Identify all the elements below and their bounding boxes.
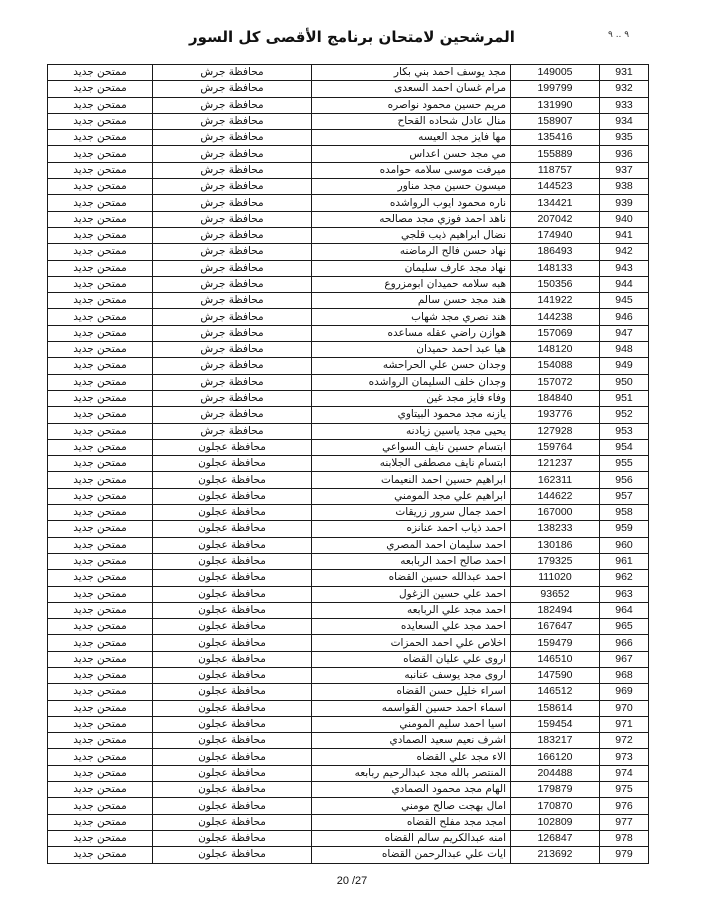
candidate-id-cell: 134421 — [511, 195, 600, 211]
status-cell: ممتحن جديد — [48, 423, 153, 439]
candidate-id-cell: 159764 — [511, 439, 600, 455]
status-cell: ممتحن جديد — [48, 342, 153, 358]
table-row — [48, 358, 649, 374]
row-number-cell: 961 — [600, 553, 649, 569]
status-cell: ممتحن جديد — [48, 619, 153, 635]
status-cell: ممتحن جديد — [48, 65, 153, 81]
row-number-cell: 933 — [600, 97, 649, 113]
status-cell: ممتحن جديد — [48, 667, 153, 683]
candidate-name-cell: ناهد احمد فوزي مجد مصالحه — [312, 211, 511, 227]
governorate-cell: محافظة عجلون — [153, 684, 312, 700]
table-row — [48, 814, 649, 830]
status-cell: ممتحن جديد — [48, 358, 153, 374]
status-cell: ممتحن جديد — [48, 847, 153, 863]
governorate-cell: محافظة عجلون — [153, 439, 312, 455]
row-number-cell: 976 — [600, 798, 649, 814]
governorate-cell: محافظة عجلون — [153, 716, 312, 732]
row-number-cell: 973 — [600, 749, 649, 765]
status-cell: ممتحن جديد — [48, 830, 153, 846]
row-number-cell: 947 — [600, 325, 649, 341]
governorate-cell: محافظة عجلون — [153, 749, 312, 765]
row-number-cell: 954 — [600, 439, 649, 455]
candidate-name-cell: مرام غسان احمد السعدى — [312, 81, 511, 97]
status-cell: ممتحن جديد — [48, 130, 153, 146]
table-row — [48, 244, 649, 260]
candidate-id-cell: 150356 — [511, 276, 600, 292]
table-row — [48, 537, 649, 553]
candidate-name-cell: احمد سليمان احمد المصري — [312, 537, 511, 553]
table-row — [48, 521, 649, 537]
candidate-name-cell: اسيا احمد سليم المومني — [312, 716, 511, 732]
candidate-name-cell: الاء مجد علي القضاه — [312, 749, 511, 765]
row-number-cell: 975 — [600, 782, 649, 798]
status-cell: ممتحن جديد — [48, 570, 153, 586]
corner-mark: ۹ .. ۹ — [608, 30, 630, 40]
status-cell: ممتحن جديد — [48, 195, 153, 211]
status-cell: ممتحن جديد — [48, 407, 153, 423]
row-number-cell: 967 — [600, 651, 649, 667]
governorate-cell: محافظة جرش — [153, 390, 312, 406]
candidate-id-cell: 193776 — [511, 407, 600, 423]
row-number-cell: 938 — [600, 179, 649, 195]
page-number: 20 /27 — [336, 875, 368, 887]
row-number-cell: 972 — [600, 733, 649, 749]
governorate-cell: محافظة عجلون — [153, 570, 312, 586]
table-row — [48, 423, 649, 439]
governorate-cell: محافظة عجلون — [153, 814, 312, 830]
candidate-id-cell: 148133 — [511, 260, 600, 276]
governorate-cell: محافظة عجلون — [153, 782, 312, 798]
table-row — [48, 749, 649, 765]
table-row — [48, 227, 649, 243]
candidate-id-cell: 148120 — [511, 342, 600, 358]
governorate-cell: محافظة جرش — [153, 179, 312, 195]
status-cell: ممتحن جديد — [48, 97, 153, 113]
status-cell: ممتحن جديد — [48, 179, 153, 195]
candidate-name-cell: ابراهيم علي مجد المومني — [312, 488, 511, 504]
governorate-cell: محافظة جرش — [153, 276, 312, 292]
table-row — [48, 211, 649, 227]
governorate-cell: محافظة جرش — [153, 260, 312, 276]
status-cell: ممتحن جديد — [48, 553, 153, 569]
governorate-cell: محافظة جرش — [153, 113, 312, 129]
row-number-cell: 937 — [600, 162, 649, 178]
row-number-cell: 944 — [600, 276, 649, 292]
table-row — [48, 325, 649, 341]
row-number-cell: 950 — [600, 374, 649, 390]
table-row — [48, 97, 649, 113]
row-number-cell: 932 — [600, 81, 649, 97]
status-cell: ممتحن جديد — [48, 162, 153, 178]
row-number-cell: 962 — [600, 570, 649, 586]
status-cell: ممتحن جديد — [48, 716, 153, 732]
governorate-cell: محافظة جرش — [153, 423, 312, 439]
row-number-cell: 943 — [600, 260, 649, 276]
row-number-cell: 934 — [600, 113, 649, 129]
status-cell: ممتحن جديد — [48, 749, 153, 765]
table-row — [48, 782, 649, 798]
governorate-cell: محافظة عجلون — [153, 733, 312, 749]
candidate-id-cell: 159454 — [511, 716, 600, 732]
governorate-cell: محافظة جرش — [153, 293, 312, 309]
table-row — [48, 798, 649, 814]
row-number-cell: 970 — [600, 700, 649, 716]
candidate-name-cell: احمد علي حسين الزغول — [312, 586, 511, 602]
table-row — [48, 456, 649, 472]
status-cell: ممتحن جديد — [48, 439, 153, 455]
candidate-id-cell: 162311 — [511, 472, 600, 488]
candidate-id-cell: 159479 — [511, 635, 600, 651]
candidate-id-cell: 158614 — [511, 700, 600, 716]
row-number-cell: 951 — [600, 390, 649, 406]
table-row — [48, 309, 649, 325]
governorate-cell: محافظة جرش — [153, 325, 312, 341]
row-number-cell: 978 — [600, 830, 649, 846]
candidate-id-cell: 182494 — [511, 602, 600, 618]
governorate-cell: محافظة عجلون — [153, 635, 312, 651]
table-row — [48, 847, 649, 863]
candidate-name-cell: الهام مجد محمود الصمادي — [312, 782, 511, 798]
status-cell: ممتحن جديد — [48, 472, 153, 488]
status-cell: ممتحن جديد — [48, 81, 153, 97]
candidate-name-cell: امنه عبدالكريم سالم القضاه — [312, 830, 511, 846]
governorate-cell: محافظة جرش — [153, 130, 312, 146]
table-row — [48, 342, 649, 358]
table-row — [48, 667, 649, 683]
governorate-cell: محافظة جرش — [153, 81, 312, 97]
table-row — [48, 162, 649, 178]
candidate-id-cell: 157069 — [511, 325, 600, 341]
candidate-id-cell: 146510 — [511, 651, 600, 667]
candidate-id-cell: 166120 — [511, 749, 600, 765]
candidate-id-cell: 174940 — [511, 227, 600, 243]
governorate-cell: محافظة جرش — [153, 146, 312, 162]
table-row — [48, 81, 649, 97]
candidate-id-cell: 149005 — [511, 65, 600, 81]
governorate-cell: محافظة عجلون — [153, 456, 312, 472]
row-number-cell: 965 — [600, 619, 649, 635]
candidate-name-cell: هوازن راضي عقله مساعده — [312, 325, 511, 341]
row-number-cell: 969 — [600, 684, 649, 700]
table-row — [48, 488, 649, 504]
status-cell: ممتحن جديد — [48, 244, 153, 260]
candidate-name-cell: هند نصري مجد شهاب — [312, 309, 511, 325]
candidate-name-cell: هند مجد حسن سالم — [312, 293, 511, 309]
candidate-id-cell: 207042 — [511, 211, 600, 227]
candidate-name-cell: اخلاص علي احمد الحمزات — [312, 635, 511, 651]
candidate-name-cell: امال بهجت صالح مومني — [312, 798, 511, 814]
candidate-id-cell: 184840 — [511, 390, 600, 406]
row-number-cell: 942 — [600, 244, 649, 260]
candidate-name-cell: امجد مجد مفلح القضاه — [312, 814, 511, 830]
status-cell: ممتحن جديد — [48, 700, 153, 716]
candidate-name-cell: وفاء فايز مجد غين — [312, 390, 511, 406]
row-number-cell: 958 — [600, 505, 649, 521]
candidate-id-cell: 131990 — [511, 97, 600, 113]
candidate-name-cell: مريم حسين محمود نواصره — [312, 97, 511, 113]
row-number-cell: 939 — [600, 195, 649, 211]
candidate-name-cell: اروى علي عليان القضاه — [312, 651, 511, 667]
row-number-cell: 971 — [600, 716, 649, 732]
table-row — [48, 651, 649, 667]
row-number-cell: 948 — [600, 342, 649, 358]
table-row — [48, 374, 649, 390]
status-cell: ممتحن جديد — [48, 602, 153, 618]
status-cell: ممتحن جديد — [48, 635, 153, 651]
table-row — [48, 619, 649, 635]
candidate-name-cell: هيا عبد احمد حميدان — [312, 342, 511, 358]
candidate-name-cell: مي مجد حسن اعداس — [312, 146, 511, 162]
candidate-name-cell: احمد جمال سرور زريقات — [312, 505, 511, 521]
candidate-name-cell: وجدان حسن علي الحراحشه — [312, 358, 511, 374]
governorate-cell: محافظة عجلون — [153, 700, 312, 716]
governorate-cell: محافظة جرش — [153, 309, 312, 325]
table-row — [48, 276, 649, 292]
status-cell: ممتحن جديد — [48, 113, 153, 129]
status-cell: ممتحن جديد — [48, 390, 153, 406]
row-number-cell: 968 — [600, 667, 649, 683]
candidate-id-cell: 167000 — [511, 505, 600, 521]
row-number-cell: 977 — [600, 814, 649, 830]
status-cell: ممتحن جديد — [48, 537, 153, 553]
table-row — [48, 407, 649, 423]
governorate-cell: محافظة جرش — [153, 65, 312, 81]
candidate-id-cell: 186493 — [511, 244, 600, 260]
candidates-table — [47, 64, 649, 864]
row-number-cell: 956 — [600, 472, 649, 488]
row-number-cell: 966 — [600, 635, 649, 651]
governorate-cell: محافظة عجلون — [153, 830, 312, 846]
row-number-cell: 935 — [600, 130, 649, 146]
table-row — [48, 505, 649, 521]
candidate-name-cell: ابتسام نايف مصطفى الجلابنه — [312, 456, 511, 472]
row-number-cell: 963 — [600, 586, 649, 602]
candidate-id-cell: 138233 — [511, 521, 600, 537]
status-cell: ممتحن جديد — [48, 374, 153, 390]
status-cell: ممتحن جديد — [48, 733, 153, 749]
table-row — [48, 684, 649, 700]
table-row — [48, 733, 649, 749]
status-cell: ممتحن جديد — [48, 765, 153, 781]
candidate-name-cell: احمد عبدالله حسين القضاه — [312, 570, 511, 586]
table-row — [48, 390, 649, 406]
governorate-cell: محافظة جرش — [153, 342, 312, 358]
governorate-cell: محافظة عجلون — [153, 537, 312, 553]
table-row — [48, 293, 649, 309]
governorate-cell: محافظة عجلون — [153, 602, 312, 618]
candidate-name-cell: اروى مجد يوسف عنانبه — [312, 667, 511, 683]
governorate-cell: محافظة عجلون — [153, 798, 312, 814]
status-cell: ممتحن جديد — [48, 309, 153, 325]
governorate-cell: محافظة عجلون — [153, 586, 312, 602]
candidate-id-cell: 118757 — [511, 162, 600, 178]
status-cell: ممتحن جديد — [48, 651, 153, 667]
governorate-cell: محافظة جرش — [153, 195, 312, 211]
candidate-name-cell: ميرفت موسى سلامه حوامده — [312, 162, 511, 178]
candidate-id-cell: 179879 — [511, 782, 600, 798]
governorate-cell: محافظة عجلون — [153, 619, 312, 635]
candidate-id-cell: 141922 — [511, 293, 600, 309]
status-cell: ممتحن جديد — [48, 260, 153, 276]
row-number-cell: 979 — [600, 847, 649, 863]
governorate-cell: محافظة جرش — [153, 211, 312, 227]
table-row — [48, 700, 649, 716]
row-number-cell: 931 — [600, 65, 649, 81]
candidate-name-cell: احمد صالح احمد الربابعه — [312, 553, 511, 569]
governorate-cell: محافظة عجلون — [153, 472, 312, 488]
candidate-name-cell: ابراهيم حسين احمد النعيمات — [312, 472, 511, 488]
candidate-id-cell: 144622 — [511, 488, 600, 504]
candidate-name-cell: اسراء خليل حسن القضاه — [312, 684, 511, 700]
candidate-name-cell: ميسون حسين مجد مناور — [312, 179, 511, 195]
governorate-cell: محافظة عجلون — [153, 847, 312, 863]
governorate-cell: محافظة جرش — [153, 162, 312, 178]
table-row — [48, 130, 649, 146]
candidate-id-cell: 130186 — [511, 537, 600, 553]
candidate-name-cell: احمد ذياب احمد عنانزه — [312, 521, 511, 537]
candidate-id-cell: 147590 — [511, 667, 600, 683]
row-number-cell: 941 — [600, 227, 649, 243]
row-number-cell: 955 — [600, 456, 649, 472]
row-number-cell: 960 — [600, 537, 649, 553]
candidate-name-cell: هبه سلامه حميدان ابومزروع — [312, 276, 511, 292]
candidate-name-cell: نهاد حسن فالح الرماضنه — [312, 244, 511, 260]
candidate-name-cell: نضال ابراهيم ذيب قلجي — [312, 227, 511, 243]
status-cell: ممتحن جديد — [48, 276, 153, 292]
status-cell: ممتحن جديد — [48, 521, 153, 537]
table-row — [48, 260, 649, 276]
governorate-cell: محافظة عجلون — [153, 505, 312, 521]
row-number-cell: 953 — [600, 423, 649, 439]
status-cell: ممتحن جديد — [48, 814, 153, 830]
row-number-cell: 945 — [600, 293, 649, 309]
candidate-id-cell: 127928 — [511, 423, 600, 439]
candidate-name-cell: مجد يوسف احمد بني بكار — [312, 65, 511, 81]
candidate-id-cell: 144523 — [511, 179, 600, 195]
status-cell: ممتحن جديد — [48, 146, 153, 162]
table-row — [48, 146, 649, 162]
row-number-cell: 964 — [600, 602, 649, 618]
candidate-name-cell: ناره محمود ايوب الرواشده — [312, 195, 511, 211]
candidate-id-cell: 146512 — [511, 684, 600, 700]
table-row — [48, 65, 649, 81]
governorate-cell: محافظة عجلون — [153, 488, 312, 504]
row-number-cell: 936 — [600, 146, 649, 162]
governorate-cell: محافظة عجلون — [153, 651, 312, 667]
candidate-id-cell: 170870 — [511, 798, 600, 814]
status-cell: ممتحن جديد — [48, 325, 153, 341]
table-row — [48, 113, 649, 129]
table-row — [48, 635, 649, 651]
row-number-cell: 949 — [600, 358, 649, 374]
row-number-cell: 974 — [600, 765, 649, 781]
status-cell: ممتحن جديد — [48, 586, 153, 602]
row-number-cell: 952 — [600, 407, 649, 423]
governorate-cell: محافظة جرش — [153, 244, 312, 260]
candidate-id-cell: 157072 — [511, 374, 600, 390]
status-cell: ممتحن جديد — [48, 293, 153, 309]
candidate-name-cell: اشرف نعيم سعيد الصمادي — [312, 733, 511, 749]
status-cell: ممتحن جديد — [48, 488, 153, 504]
page-title: المرشحين لامتحان برنامج الأقصى كل السور — [189, 28, 515, 46]
table-row — [48, 179, 649, 195]
governorate-cell: محافظة جرش — [153, 407, 312, 423]
candidate-id-cell: 167647 — [511, 619, 600, 635]
status-cell: ممتحن جديد — [48, 782, 153, 798]
candidate-id-cell: 93652 — [511, 586, 600, 602]
row-number-cell: 957 — [600, 488, 649, 504]
governorate-cell: محافظة عجلون — [153, 521, 312, 537]
candidate-name-cell: احمد مجد علي الربابعه — [312, 602, 511, 618]
row-number-cell: 940 — [600, 211, 649, 227]
governorate-cell: محافظة جرش — [153, 374, 312, 390]
candidate-id-cell: 199799 — [511, 81, 600, 97]
status-cell: ممتحن جديد — [48, 798, 153, 814]
status-cell: ممتحن جديد — [48, 456, 153, 472]
candidate-name-cell: ابتسام حسين نايف السواعي — [312, 439, 511, 455]
candidate-id-cell: 102809 — [511, 814, 600, 830]
candidate-name-cell: وجدان خلف السليمان الرواشده — [312, 374, 511, 390]
candidate-name-cell: ايات علي عبدالرحمن القضاه — [312, 847, 511, 863]
candidate-name-cell: اسماء احمد حسين القواسمه — [312, 700, 511, 716]
candidate-name-cell: يازنه مجد محمود البيتاوي — [312, 407, 511, 423]
candidate-id-cell: 179325 — [511, 553, 600, 569]
candidate-name-cell: المنتصر بالله مجد عبدالرحيم ربابعه — [312, 765, 511, 781]
status-cell: ممتحن جديد — [48, 211, 153, 227]
candidate-name-cell: منال عادل شحاده القحاح — [312, 113, 511, 129]
row-number-cell: 946 — [600, 309, 649, 325]
status-cell: ممتحن جديد — [48, 227, 153, 243]
candidate-id-cell: 121237 — [511, 456, 600, 472]
candidate-name-cell: احمد مجد علي السعايده — [312, 619, 511, 635]
table-row — [48, 553, 649, 569]
candidates-table-body — [48, 65, 649, 864]
candidate-id-cell: 144238 — [511, 309, 600, 325]
candidate-name-cell: يحيى مجد ياسين زيادنه — [312, 423, 511, 439]
governorate-cell: محافظة عجلون — [153, 765, 312, 781]
governorate-cell: محافظة جرش — [153, 227, 312, 243]
candidate-id-cell: 154088 — [511, 358, 600, 374]
status-cell: ممتحن جديد — [48, 684, 153, 700]
governorate-cell: محافظة عجلون — [153, 667, 312, 683]
governorate-cell: محافظة عجلون — [153, 553, 312, 569]
candidate-id-cell: 213692 — [511, 847, 600, 863]
table-row — [48, 195, 649, 211]
candidate-id-cell: 126847 — [511, 830, 600, 846]
row-number-cell: 959 — [600, 521, 649, 537]
governorate-cell: محافظة جرش — [153, 97, 312, 113]
table-row — [48, 439, 649, 455]
table-row — [48, 602, 649, 618]
candidate-id-cell: 111020 — [511, 570, 600, 586]
governorate-cell: محافظة جرش — [153, 358, 312, 374]
candidate-name-cell: مها فايز مجد العيسه — [312, 130, 511, 146]
candidate-id-cell: 155889 — [511, 146, 600, 162]
candidate-name-cell: نهاد مجد عارف سليمان — [312, 260, 511, 276]
table-row — [48, 586, 649, 602]
table-row — [48, 472, 649, 488]
table-row — [48, 830, 649, 846]
table-row — [48, 716, 649, 732]
table-row — [48, 765, 649, 781]
table-row — [48, 570, 649, 586]
status-cell: ممتحن جديد — [48, 505, 153, 521]
candidate-id-cell: 183217 — [511, 733, 600, 749]
candidate-id-cell: 135416 — [511, 130, 600, 146]
candidate-id-cell: 204488 — [511, 765, 600, 781]
candidate-id-cell: 158907 — [511, 113, 600, 129]
